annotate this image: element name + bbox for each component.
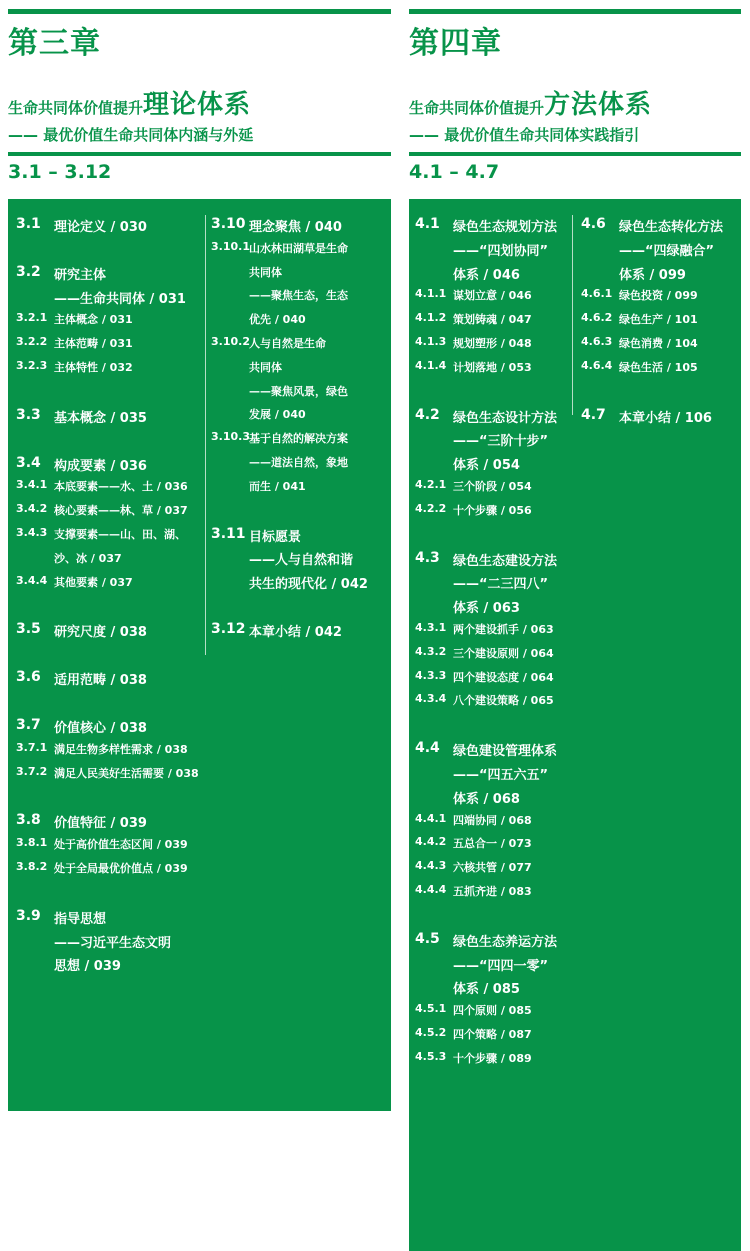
toc-number: 4.3 [415, 549, 440, 566]
toc-subsection[interactable] [16, 574, 204, 598]
toc-text: 主体范畴 / 031 [54, 337, 133, 351]
section-range: 4.1 – 4.7 [409, 161, 500, 183]
chapter-title: 第三章 [8, 26, 101, 61]
toc-subsection[interactable] [415, 883, 571, 907]
toc-text: 研究主体 [54, 267, 107, 283]
toc-subsection[interactable] [415, 1050, 571, 1074]
toc-number: 3.1 [16, 216, 41, 232]
toc-text: 绿色建设管理体系 [453, 744, 558, 760]
toc-text: 绿色生态转化方法 [619, 220, 724, 235]
toc-number: 3.4.2 [16, 502, 48, 516]
chapter3-header [8, 0, 391, 199]
toc-subsection[interactable] [415, 669, 571, 693]
toc-number: 4.6.2 [581, 311, 613, 325]
toc-subsection[interactable] [415, 859, 571, 883]
toc-text: ——聚焦风景，绿色 [249, 384, 348, 398]
toc-text: 规划塑形 / 048 [453, 337, 532, 350]
section-range: 3.1 – 3.12 [8, 161, 112, 183]
chapter-subline: —— 最优价值生命共同体实践指引 [409, 126, 640, 144]
toc-text: 价值核心 / 038 [54, 721, 147, 736]
toc-subsection[interactable] [415, 311, 571, 335]
toc-text: 价值特征 / 039 [54, 816, 147, 832]
toc-text: 策划铸魂 / 047 [453, 313, 532, 327]
toc-text: 支撑要素——山、田、湖、 [54, 528, 186, 541]
toc-section[interactable] [16, 812, 204, 836]
toc-number: 3.9 [16, 907, 41, 924]
toc-number: 3.2.1 [16, 311, 48, 325]
toc-number: 3.4.3 [16, 526, 48, 539]
subtitle-prefix: 生命共同体价值提升 [409, 99, 545, 117]
chapter3-toc-panel [8, 199, 391, 1111]
toc-number: 4.6 [581, 216, 606, 232]
toc-text: 本章小结 / 106 [619, 410, 712, 426]
chapter-subline: —— 最优价值生命共同体内涵与外延 [8, 126, 254, 144]
toc-number: 4.3.1 [415, 621, 447, 634]
toc-section[interactable] [581, 407, 739, 431]
toc-text: 六核共管 / 077 [453, 861, 532, 875]
toc-number: 3.4 [16, 454, 41, 471]
toc-text: ——“四五六五” [453, 767, 549, 783]
toc-subsection[interactable] [415, 1002, 571, 1026]
toc-text: 体系 / 046 [453, 267, 520, 283]
toc-text: 主体概念 / 031 [54, 313, 133, 327]
toc-number: 3.8 [16, 812, 41, 829]
toc-text: 五总合一 / 073 [453, 837, 532, 851]
toc-number: 3.7 [16, 717, 41, 733]
subtitle-prefix: 生命共同体价值提升 [8, 99, 144, 117]
toc-number: 3.10.2 [211, 335, 250, 348]
toc-text: 构成要素 / 036 [54, 458, 147, 474]
toc-text: 处于全局最优价值点 / 039 [54, 862, 188, 875]
mid-rule [8, 152, 391, 156]
toc-text: 山水林田湖草是生命 [249, 241, 348, 255]
toc-number: 4.6.3 [581, 335, 613, 348]
toc-text: 三个阶段 / 054 [453, 480, 532, 493]
toc-text: ——“四四一零” [453, 958, 549, 974]
toc-section[interactable] [415, 216, 571, 287]
toc-number: 3.7.2 [16, 764, 48, 778]
toc-text: 四个原则 / 085 [453, 1004, 532, 1018]
toc-subsection[interactable] [16, 860, 204, 884]
chapter-subtitle [409, 84, 652, 121]
toc-number: 4.2.1 [415, 478, 447, 491]
toc-number: 3.11 [211, 525, 246, 542]
toc-text: 体系 / 085 [453, 982, 520, 998]
toc-number: 4.4.4 [415, 883, 447, 896]
toc-text: 理念聚焦 / 040 [249, 220, 342, 235]
toc-subsection[interactable] [16, 335, 204, 359]
toc-number: 3.12 [211, 621, 246, 637]
toc-section[interactable] [211, 621, 389, 645]
toc-subsection[interactable] [415, 692, 571, 716]
toc-text: 体系 / 063 [453, 601, 520, 617]
toc-number: 4.1.2 [415, 311, 447, 325]
toc-subsection[interactable] [415, 359, 571, 383]
toc-text: ——“四绿融合” [619, 243, 715, 259]
toc-subsection[interactable] [16, 741, 204, 765]
toc-text: 绿色生态建设方法 [453, 553, 558, 569]
toc-text: 四个建设态度 / 064 [453, 670, 554, 684]
toc-text: 绿色生产 / 101 [619, 313, 698, 327]
toc-number: 4.5.2 [415, 1026, 447, 1039]
toc-subsection[interactable] [415, 621, 571, 645]
toc-number: 3.8.2 [16, 860, 48, 873]
toc-text: 绿色消费 / 104 [619, 337, 698, 350]
toc-subsection[interactable] [415, 478, 571, 502]
toc-text: 优先 / 040 [249, 313, 306, 327]
column-divider [205, 215, 206, 655]
toc-section[interactable] [16, 669, 204, 693]
toc-text: ——生命共同体 / 031 [54, 291, 186, 307]
toc-text: 十个步骤 / 056 [453, 503, 532, 517]
toc-text: 理论定义 / 030 [54, 220, 147, 235]
toc-number: 3.8.1 [16, 836, 48, 850]
toc-number: 4.1.3 [415, 335, 447, 348]
toc-subsection[interactable] [415, 287, 571, 311]
toc-subsection[interactable] [581, 359, 739, 383]
toc-text: 计划落地 / 053 [453, 360, 532, 374]
toc-text: ——“三阶十步” [453, 434, 549, 450]
toc-text: 绿色投资 / 099 [619, 289, 698, 303]
toc-text: 八个建设策略 / 065 [453, 694, 554, 708]
subtitle-emphasis: 理论体系 [143, 90, 252, 120]
toc-text: 本章小结 / 042 [249, 625, 342, 640]
toc-subsection[interactable] [16, 836, 204, 860]
toc-number: 3.6 [16, 669, 41, 686]
toc-subsection[interactable] [16, 526, 204, 574]
toc-text: 基本概念 / 035 [54, 410, 147, 426]
toc-text: 主体特性 / 032 [54, 361, 133, 374]
toc-text: 适用范畴 / 038 [54, 673, 147, 689]
toc-text: 本底要素——水、土 / 036 [54, 480, 188, 494]
chapter4-header [409, 0, 741, 199]
toc-subsection[interactable] [211, 335, 389, 430]
subtitle-emphasis: 方法体系 [544, 90, 653, 120]
toc-number: 4.5 [415, 930, 440, 947]
toc-number: 3.2 [16, 263, 41, 280]
toc-subsection[interactable] [16, 502, 204, 526]
toc-section[interactable] [415, 740, 571, 811]
toc-number: 3.3 [16, 406, 41, 423]
toc-text: 三个建设原则 / 064 [453, 646, 554, 660]
toc-subsection[interactable] [415, 645, 571, 669]
toc-subsection[interactable] [16, 311, 204, 335]
toc-text: ——习近平生态文明 [54, 935, 172, 951]
toc-text: 目标愿景 [249, 529, 302, 545]
toc-text: 体系 / 099 [619, 267, 686, 283]
toc-text: 人与自然是生命 [249, 337, 326, 350]
toc-number: 4.3.2 [415, 644, 447, 658]
toc-text: 两个建设抓手 / 063 [453, 623, 554, 636]
toc-subsection[interactable] [581, 287, 739, 311]
toc-section[interactable] [16, 455, 204, 479]
toc-text: 共同体 [249, 360, 282, 374]
column-divider [572, 215, 573, 415]
toc-text: 绿色生态设计方法 [453, 410, 558, 426]
toc-number: 4.1 [415, 216, 440, 232]
toc-number: 4.3.4 [415, 692, 447, 706]
toc-text: 绿色生态规划方法 [453, 220, 558, 235]
toc-section[interactable] [16, 908, 204, 979]
toc-text: 其他要素 / 037 [54, 575, 133, 589]
top-rule [409, 9, 741, 14]
toc-text: 绿色生态养运方法 [453, 934, 558, 950]
toc-number: 4.7 [581, 406, 606, 423]
toc-number: 4.4.3 [415, 859, 447, 873]
toc-text: 沙、冰 / 037 [54, 551, 122, 565]
toc-subsection[interactable] [16, 478, 204, 502]
toc-number: 3.7.1 [16, 740, 48, 754]
toc-text: ——聚焦生态，生态 [249, 289, 348, 303]
toc-text: 体系 / 068 [453, 791, 520, 807]
toc-subsection[interactable] [16, 765, 204, 789]
toc-text: 思想 / 039 [54, 959, 121, 975]
toc-number: 3.5 [16, 621, 41, 638]
toc-number: 3.2.3 [16, 359, 48, 372]
toc-text: ——“四划协同” [453, 243, 549, 259]
toc-number: 4.5.1 [415, 1002, 447, 1016]
toc-number: 3.2.2 [16, 335, 48, 349]
toc-text: 四个策略 / 087 [453, 1028, 532, 1041]
toc-subsection[interactable] [415, 502, 571, 526]
toc-text: 指导思想 [54, 911, 107, 927]
toc-subsection[interactable] [581, 335, 739, 359]
toc-text: 发展 / 040 [249, 408, 306, 422]
toc-subsection[interactable] [415, 335, 571, 359]
toc-text: 绿色生活 / 105 [619, 360, 698, 374]
toc-subsection[interactable] [581, 311, 739, 335]
toc-number: 4.2.2 [415, 501, 447, 515]
toc-number: 4.2 [415, 406, 440, 423]
toc-number: 3.10.3 [211, 430, 250, 444]
toc-subsection[interactable] [16, 359, 204, 383]
toc-number: 3.10 [211, 216, 246, 232]
toc-section[interactable] [16, 621, 204, 645]
toc-number: 3.4.4 [16, 573, 48, 587]
toc-number: 3.4.1 [16, 478, 48, 492]
toc-number: 4.1.1 [415, 287, 447, 301]
chapter4-toc-panel [409, 199, 741, 1251]
top-rule [8, 9, 391, 14]
toc-number: 4.5.3 [415, 1049, 447, 1063]
toc-section[interactable] [211, 216, 389, 240]
toc-text: ——“二三四八” [453, 577, 549, 593]
toc-number: 4.6.1 [581, 287, 613, 301]
toc-section[interactable] [16, 717, 204, 741]
toc-text: 而生 / 041 [249, 479, 306, 493]
toc-text: 五抓齐进 / 083 [453, 885, 532, 898]
toc-text: ——人与自然和谐 [249, 553, 354, 569]
toc-number: 4.4.2 [415, 835, 447, 849]
toc-text: 四端协同 / 068 [453, 813, 532, 827]
toc-number: 4.1.4 [415, 358, 447, 372]
toc-number: 3.10.1 [211, 239, 250, 253]
toc-section[interactable] [415, 407, 571, 478]
toc-subsection[interactable] [415, 812, 571, 836]
toc-subsection[interactable] [415, 1026, 571, 1050]
toc-text: 处于高价值生态区间 / 039 [54, 838, 188, 852]
toc-text: 满足人民美好生活需要 / 038 [54, 766, 199, 780]
toc-text: 共同体 [249, 265, 282, 279]
toc-number: 4.4.1 [415, 811, 447, 825]
toc-text: ——道法自然，象地 [249, 455, 348, 469]
toc-text: 基于自然的解决方案 [249, 432, 348, 446]
chapter-subtitle [8, 84, 251, 121]
mid-rule [409, 152, 741, 156]
toc-section[interactable] [16, 264, 204, 312]
toc-subsection[interactable] [415, 835, 571, 859]
toc-number: 4.3.3 [415, 668, 447, 682]
toc-subsection[interactable] [211, 430, 389, 501]
toc-text: 十个步骤 / 089 [453, 1051, 532, 1065]
toc-number: 4.4 [415, 740, 440, 757]
toc-subsection[interactable] [211, 240, 389, 335]
toc-text: 核心要素——林、草 / 037 [54, 504, 188, 518]
chapter-title: 第四章 [409, 26, 502, 61]
toc-text: 满足生物多样性需求 / 038 [54, 742, 188, 756]
toc-text: 谋划立意 / 046 [453, 289, 532, 303]
toc-section[interactable] [415, 550, 571, 621]
toc-text: 体系 / 054 [453, 458, 520, 474]
toc-section[interactable] [581, 216, 739, 287]
toc-text: 研究尺度 / 038 [54, 625, 147, 641]
toc-section[interactable] [16, 407, 204, 431]
toc-section[interactable] [211, 526, 389, 597]
toc-section[interactable] [415, 931, 571, 1002]
toc-text: 共生的现代化 / 042 [249, 577, 368, 593]
toc-number: 4.6.4 [581, 358, 613, 372]
toc-section[interactable] [16, 216, 204, 240]
